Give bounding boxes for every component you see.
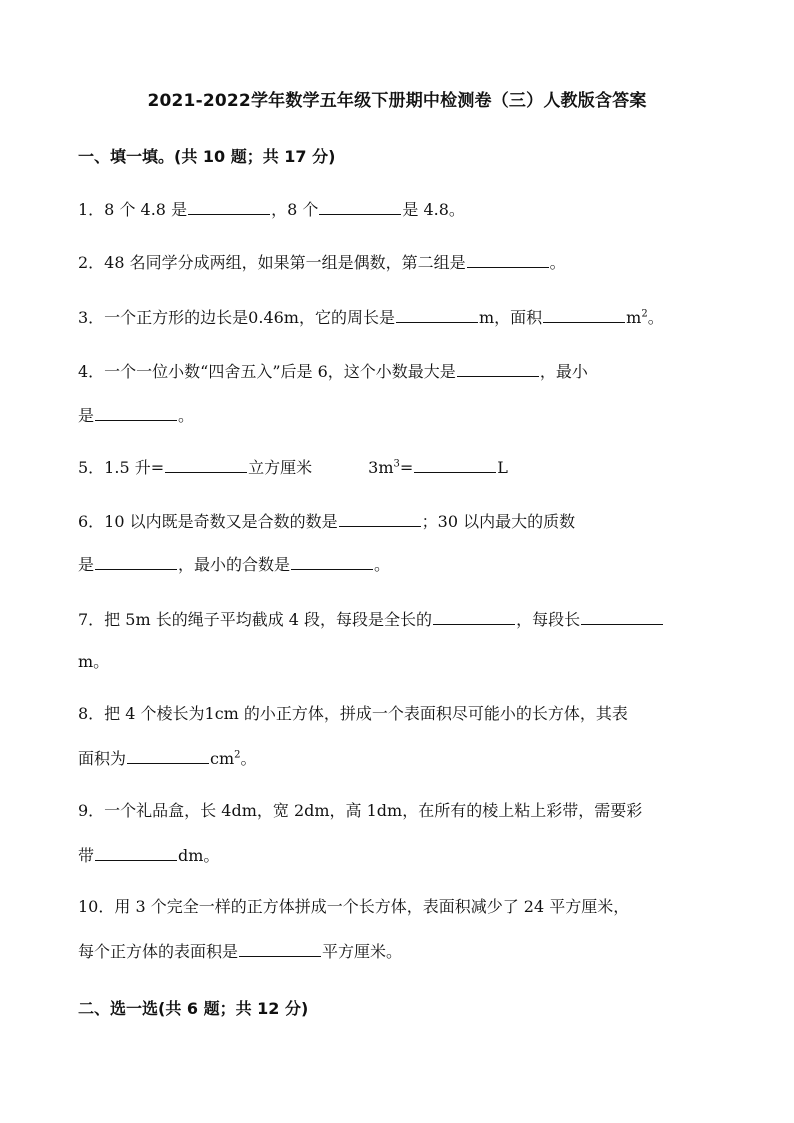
question-6-text-e: 。 bbox=[374, 555, 391, 574]
answer-blank[interactable] bbox=[319, 198, 401, 215]
question-5-text-a: 5．1.5 升= bbox=[78, 458, 165, 477]
answer-blank[interactable] bbox=[239, 940, 321, 957]
answer-blank[interactable] bbox=[188, 198, 270, 215]
question-8-text-b: 面积为 bbox=[78, 749, 127, 768]
answer-blank[interactable] bbox=[95, 844, 177, 861]
question-9-line-1 bbox=[78, 801, 642, 821]
question-7-text-c: m。 bbox=[78, 652, 110, 671]
page-title: 2021-2022学年数学五年级下册期中检测卷（三）人教版含答案 bbox=[147, 91, 647, 111]
question-4-line-1 bbox=[78, 360, 588, 382]
question-5-text-c: 3m bbox=[368, 458, 394, 477]
answer-blank[interactable] bbox=[95, 553, 177, 570]
question-6-line-2 bbox=[78, 553, 390, 575]
question-1-text-a: 1．8 个 4.8 是 bbox=[78, 200, 188, 219]
answer-blank[interactable] bbox=[339, 510, 421, 527]
question-6-text-b: ；30 以内最大的质数 bbox=[421, 512, 576, 531]
answer-blank[interactable] bbox=[396, 306, 478, 323]
section-heading-fill-in: 一、填一填。(共 10 题；共 17 分) bbox=[78, 147, 336, 166]
question-3-exponent: 2 bbox=[641, 308, 648, 320]
question-2-text-b: 。 bbox=[549, 253, 566, 272]
answer-blank[interactable] bbox=[127, 747, 209, 764]
question-8-line-2 bbox=[78, 747, 257, 769]
question-4-line-2 bbox=[78, 404, 194, 426]
question-7-text-b: ，每段长 bbox=[516, 610, 581, 629]
question-1 bbox=[78, 198, 465, 220]
question-6-text-a: 6．10 以内既是奇数又是合数的数是 bbox=[78, 512, 338, 531]
question-9-text-c: dm。 bbox=[178, 846, 220, 865]
question-9-line-2 bbox=[78, 844, 219, 866]
question-9-text-b: 带 bbox=[78, 846, 95, 865]
question-8-text-d: 。 bbox=[240, 749, 257, 768]
question-10-text-b: 每个正方体的表面积是 bbox=[78, 942, 239, 961]
question-2-text-a: 2．48 名同学分成两组，如果第一组是偶数，第二组是 bbox=[78, 253, 466, 272]
question-2 bbox=[78, 251, 566, 273]
question-1-text-b: ，8 个 bbox=[271, 200, 319, 219]
question-5 bbox=[78, 456, 508, 478]
question-10-line-2 bbox=[78, 940, 402, 962]
answer-blank[interactable] bbox=[95, 404, 177, 421]
answer-blank[interactable] bbox=[581, 608, 663, 625]
question-3-text-a: 3．一个正方形的边长是0.46m，它的周长是 bbox=[78, 308, 395, 327]
question-5-text-d: = bbox=[399, 458, 414, 477]
question-8-exponent: 2 bbox=[234, 749, 241, 761]
section-heading-multiple-choice: 二、选一选(共 6 题；共 12 分) bbox=[78, 999, 309, 1018]
question-1-text-c: 是 4.8。 bbox=[402, 200, 465, 219]
question-10-text-a: 10．用 3 个完全一样的正方体拼成一个长方体，表面积减少了 24 平方厘米， bbox=[78, 897, 630, 916]
question-4-text-c: 是 bbox=[78, 406, 95, 425]
question-4-text-a: 4．一个一位小数“四舍五入”后是 6，这个小数最大是 bbox=[78, 362, 456, 381]
question-8-text-a: 8．把 4 个棱长为1cm 的小正方体，拼成一个表面积尽可能小的长方体，其表 bbox=[78, 704, 628, 723]
question-3 bbox=[78, 306, 664, 328]
answer-blank[interactable] bbox=[291, 553, 373, 570]
answer-blank[interactable] bbox=[414, 456, 496, 473]
answer-blank[interactable] bbox=[467, 251, 549, 268]
question-4-text-d: 。 bbox=[178, 406, 195, 425]
question-5-text-b: 立方厘米 bbox=[248, 458, 313, 477]
question-9-text-a: 9．一个礼品盒，长 4dm，宽 2dm，高 1dm，在所有的棱上粘上彩带，需要彩 bbox=[78, 801, 643, 820]
question-5-exponent: 3 bbox=[393, 458, 400, 470]
answer-blank[interactable] bbox=[165, 456, 247, 473]
question-10-text-c: 平方厘米。 bbox=[322, 942, 403, 961]
question-3-unit: m bbox=[626, 308, 642, 327]
answer-blank[interactable] bbox=[543, 306, 625, 323]
question-8-line-1 bbox=[78, 704, 628, 724]
answer-blank[interactable] bbox=[457, 360, 539, 377]
answer-blank[interactable] bbox=[433, 608, 515, 625]
question-10-line-1 bbox=[78, 897, 629, 917]
question-8-unit: cm bbox=[210, 749, 235, 768]
question-5-text-e: L bbox=[497, 458, 508, 477]
question-7-text-a: 7．把 5m 长的绳子平均截成 4 段，每段是全长的 bbox=[78, 610, 433, 629]
question-6-line-1 bbox=[78, 510, 575, 532]
question-6-text-c: 是 bbox=[78, 555, 95, 574]
question-7-line-1 bbox=[78, 608, 664, 630]
question-6-text-d: ，最小的合数是 bbox=[178, 555, 291, 574]
question-7-line-2 bbox=[78, 652, 109, 672]
question-4-text-b: ，最小 bbox=[539, 362, 588, 381]
question-3-text-d: 。 bbox=[647, 308, 664, 327]
question-3-text-b: m，面积 bbox=[478, 308, 543, 327]
